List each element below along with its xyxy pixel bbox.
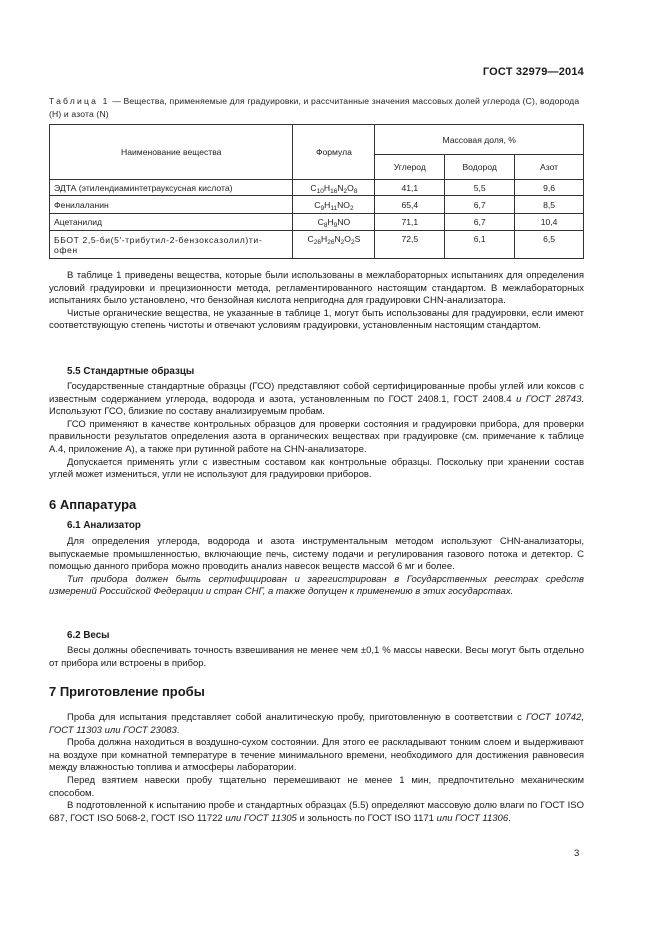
paragraph-group-4 [49,645,584,670]
paragraph-group-3 [49,536,584,599]
paragraph: Для определения углерода, водорода и азота инструментальным методом используют CHN-анализаторы, выпускаемые промышленностью, включающие печь, систему подачи и регулирования газового потока и детектор. С помощью данного прибора можно проводить анализ навесок веществ массой 6 мг и более. [49,536,584,573]
paragraph: В подготовленной к испытанию пробе и стандартных образцах (5.5) определяют массовую долю влаги по ГОСТ ISO 687, ГОСТ ISO 5068-2, ГОСТ ISO 11722 или ГОСТ 11305 и зольность по ГОСТ ISO 1171 или ГОСТ 11306. [49,800,584,824]
carbon-value: 71,1 [375,214,445,231]
substance-name: Фенилаланин [50,196,293,214]
carbon-value: 72,5 [375,231,445,259]
document-code: ГОСТ 32979—2014 [482,66,584,78]
nitrogen-value: 9,6 [515,180,584,196]
carbon-value: 41,1 [375,180,445,196]
paragraph: В таблице 1 приведены вещества, которые были использованы в межлабораторных испытаниях для определения условий градуировки и прецизионности метода, регламентированного настоящим стандартом. В межлабораторных испытаниях было установлено, что бензойная кислота непригодна для градуировки CHN-анализатора. [49,270,584,307]
substance-formula: $C_{26}H_{26}N_2O_2S$ [293,231,375,259]
section-6-1-heading: 6.1 Анализатор [67,520,141,531]
substance-name: ЭДТА (этилендиаминтетрауксусная кислота) [50,180,293,196]
table-caption [49,95,584,121]
substance-name: ББОТ 2,5-би(5′-трибутил-2-бензоксазолил)ти- офен [50,231,293,259]
paragraph-group-1 [49,270,584,333]
substance-formula: $C_9H_{11}NO_2$ [293,196,375,214]
paragraph: Перед взятием навески пробу тщательно перемешивают не менее 1 мин, предпочтительно механическим способом. [49,774,584,799]
table-row [50,196,584,214]
header-formula: Формула [293,125,375,180]
substance-formula: $C_8H_9NO$ [293,214,375,231]
hydrogen-value: 6,7 [445,214,515,231]
substances-table [49,124,584,259]
carbon-value: 65,4 [375,196,445,214]
table-row [50,214,584,231]
header-hydrogen: Водород [445,155,515,180]
paragraph: ГСО применяют в качестве контрольных образцов для проверки состояния и градуировки прибора, для проверки правильности результатов определения азота в органических веществах при градуировке (см. примечание к таблице А.4, приложение А), а также при рутинной работе на CHN-анализаторе. [49,418,584,455]
hydrogen-value: 6,1 [445,231,515,259]
paragraph: Проба для испытания представляет собой аналитическую пробу, приготовленную в соответствии с ГОСТ 10742, ГОСТ 11303 или ГОСТ 23083. [49,712,584,736]
paragraph: Проба должна находиться в воздушно-сухом состоянии. Для этого ее раскладывают тонким слоем и выдерживают на воздухе при комнатной температуре в течение минимального времени, необходимого для достижения равновесия между влажностью топлива и атмосферы лаборатории. [49,737,584,774]
paragraph: Чистые органические вещества, не указанные в таблице 1, могут быть использованы для градуировки, если имеют соответствующую степень чистоты и отвечают условиям градуировки, установленным настоящим стандартом. [49,307,584,332]
header-nitrogen: Азот [515,155,584,180]
table-row [50,180,584,196]
paragraph: Тип прибора должен быть сертифицирован и зарегистрирован в Государственных реестрах средств измерений Российской Федерации и стран СНГ, а также допущен к применению в этих государствах. [49,573,584,598]
paragraph: Государственные стандартные образцы (ГСО) представляют собой сертифицированные пробы углей или коксов с известным содержанием углерода, водорода и азота, установленным по ГОСТ 2408.1, ГОСТ 2408.4 и ГОСТ 28743. Используют ГСО, близкие по составу анализируемым пробам. [49,381,584,418]
header-carbon: Углерод [375,155,445,180]
table-caption-text: — Вещества, применяемые для градуировки, и рассчитанные значения массовых долей углерода (С), водорода (Н) и азота (N) [49,96,580,119]
nitrogen-value: 8,5 [515,196,584,214]
table-caption-label: Таблица 1 [49,96,110,106]
paragraph: Весы должны обеспечивать точность взвешивания не менее чем ±0,1 % массы навески. Весы могут быть отдельно от прибора или встроены в прибор. [49,645,584,669]
section-6-heading: 6 Аппаратура [49,497,137,512]
nitrogen-value: 10,4 [515,214,584,231]
page-number: 3 [574,848,580,859]
table-row [50,231,584,259]
hydrogen-value: 5,5 [445,180,515,196]
section-5-5-heading: 5.5 Стандартные образцы [67,366,195,377]
nitrogen-value: 6,5 [515,231,584,259]
paragraph-group-5 [49,712,584,825]
paragraph-group-2 [49,381,584,482]
substance-name: Ацетанилид [50,214,293,231]
header-name: Наименование вещества [50,125,293,180]
substance-formula: $C_{10}H_{16}N_2O_8$ [293,180,375,196]
header-mass-fraction: Массовая доля, % [375,125,584,155]
section-7-heading: 7 Приготовление пробы [49,684,205,699]
paragraph: Допускается применять угли с известным составом как контрольные образцы. Поскольку при хранении состав углей может измениться, угли не используют для градуировки приборов. [49,456,584,481]
section-6-2-heading: 6.2 Весы [67,630,110,641]
hydrogen-value: 6,7 [445,196,515,214]
